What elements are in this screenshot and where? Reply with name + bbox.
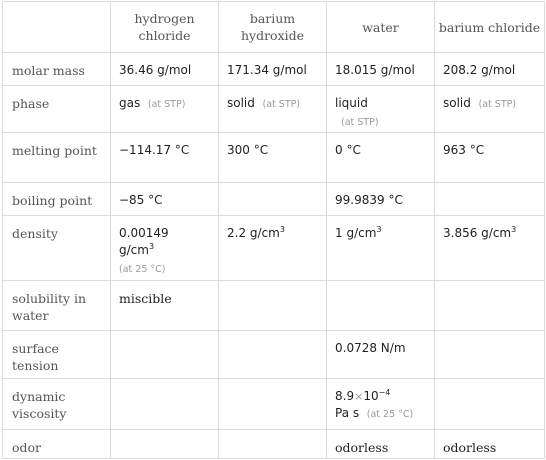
column-header-water: water: [327, 2, 435, 53]
row-label-odor: odor: [3, 430, 111, 459]
density-value: 0.00149: [119, 226, 169, 240]
column-header-barium-hydroxide: barium hydroxide: [219, 2, 327, 53]
cell-solubility-hcl: miscible: [111, 281, 219, 331]
row-odor: [3, 430, 545, 459]
row-label-surface-tension: surface tension: [3, 331, 111, 379]
viscosity-mantissa: 8.9: [335, 389, 355, 403]
phase-note: (at STP): [478, 99, 517, 110]
cell-solubility-bacl: [435, 281, 545, 331]
row-melting-point: [3, 133, 545, 183]
cell-surface-tension-hcl: [111, 331, 219, 379]
density-exponent: 3: [511, 225, 517, 234]
viscosity-exponent: −4: [378, 388, 391, 397]
density-unit: g/cm: [119, 243, 149, 257]
row-density: [3, 216, 545, 281]
row-molar-mass: [3, 53, 545, 86]
row-label-solubility: solubility in water: [3, 281, 111, 331]
density-note: (at 25 °C): [119, 264, 166, 275]
cell-surface-tension-baoh: [219, 331, 327, 379]
cell-density-bacl: [435, 216, 545, 281]
cell-surface-tension-water: 0.0728 N/m: [327, 331, 435, 379]
column-header-barium-chloride: barium chloride: [435, 2, 545, 53]
cell-molar-mass-hcl: 36.46 g/mol: [111, 53, 219, 86]
density-value: 2.2 g/cm: [227, 226, 280, 240]
phase-value: solid: [227, 96, 255, 110]
viscosity-note: (at 25 °C): [366, 409, 414, 420]
cell-molar-mass-baoh: 171.34 g/mol: [219, 53, 327, 86]
row-surface-tension: [3, 331, 545, 379]
cell-melting-point-water: 0 °C: [327, 133, 435, 183]
row-viscosity: [3, 379, 545, 430]
column-header-hydrogen-chloride: hydrogen chloride: [111, 2, 219, 53]
cell-boiling-point-bacl: [435, 183, 545, 216]
cell-boiling-point-hcl: −85 °C: [111, 183, 219, 216]
cell-melting-point-baoh: 300 °C: [219, 133, 327, 183]
row-label-boiling-point: boiling point: [3, 183, 111, 216]
cell-solubility-water: [327, 281, 435, 331]
cell-phase-bacl: [435, 86, 545, 133]
density-exponent: 3: [148, 242, 155, 251]
cell-odor-bacl: odorless: [435, 430, 545, 459]
cell-odor-hcl: [111, 430, 219, 459]
row-phase: [3, 86, 545, 133]
phase-value: gas: [119, 96, 141, 110]
cell-melting-point-hcl: −114.17 °C: [111, 133, 219, 183]
cell-phase-baoh: [219, 86, 327, 133]
cell-density-baoh: [219, 216, 327, 281]
row-label-viscosity: dynamic viscosity: [3, 379, 111, 430]
row-boiling-point: [3, 183, 545, 216]
cell-density-water: [327, 216, 435, 281]
cell-boiling-point-water: 99.9839 °C: [327, 183, 435, 216]
row-label-melting-point: melting point: [3, 133, 111, 183]
header-row: [3, 2, 545, 53]
phase-note: (at STP): [147, 99, 186, 110]
cell-odor-water: odorless: [327, 430, 435, 459]
properties-table: [2, 1, 545, 459]
density-value: 1 g/cm: [335, 226, 377, 240]
corner-cell: [3, 2, 111, 53]
phase-note: (at STP): [262, 99, 301, 110]
times-sign: ×: [354, 390, 364, 403]
phase-value: liquid: [335, 96, 368, 110]
row-label-density: density: [3, 216, 111, 281]
cell-solubility-baoh: [219, 281, 327, 331]
cell-phase-hcl: [111, 86, 219, 133]
cell-boiling-point-baoh: [219, 183, 327, 216]
density-exponent: 3: [376, 225, 382, 234]
cell-phase-water: [327, 86, 435, 133]
viscosity-unit: Pa s: [335, 406, 360, 420]
cell-viscosity-hcl: [111, 379, 219, 430]
row-solubility: [3, 281, 545, 331]
cell-odor-baoh: [219, 430, 327, 459]
cell-viscosity-water: [327, 379, 435, 430]
density-value: 3.856 g/cm: [443, 226, 512, 240]
phase-note: (at STP): [341, 117, 379, 128]
cell-molar-mass-bacl: 208.2 g/mol: [435, 53, 545, 86]
cell-density-hcl: [111, 216, 219, 281]
cell-surface-tension-bacl: [435, 331, 545, 379]
density-exponent: 3: [279, 225, 285, 234]
cell-viscosity-bacl: [435, 379, 545, 430]
cell-molar-mass-water: 18.015 g/mol: [327, 53, 435, 86]
row-label-molar-mass: molar mass: [3, 53, 111, 86]
phase-value: solid: [443, 96, 471, 110]
viscosity-base: 10: [363, 389, 379, 403]
cell-viscosity-baoh: [219, 379, 327, 430]
row-label-phase: phase: [3, 86, 111, 133]
cell-melting-point-bacl: 963 °C: [435, 133, 545, 183]
